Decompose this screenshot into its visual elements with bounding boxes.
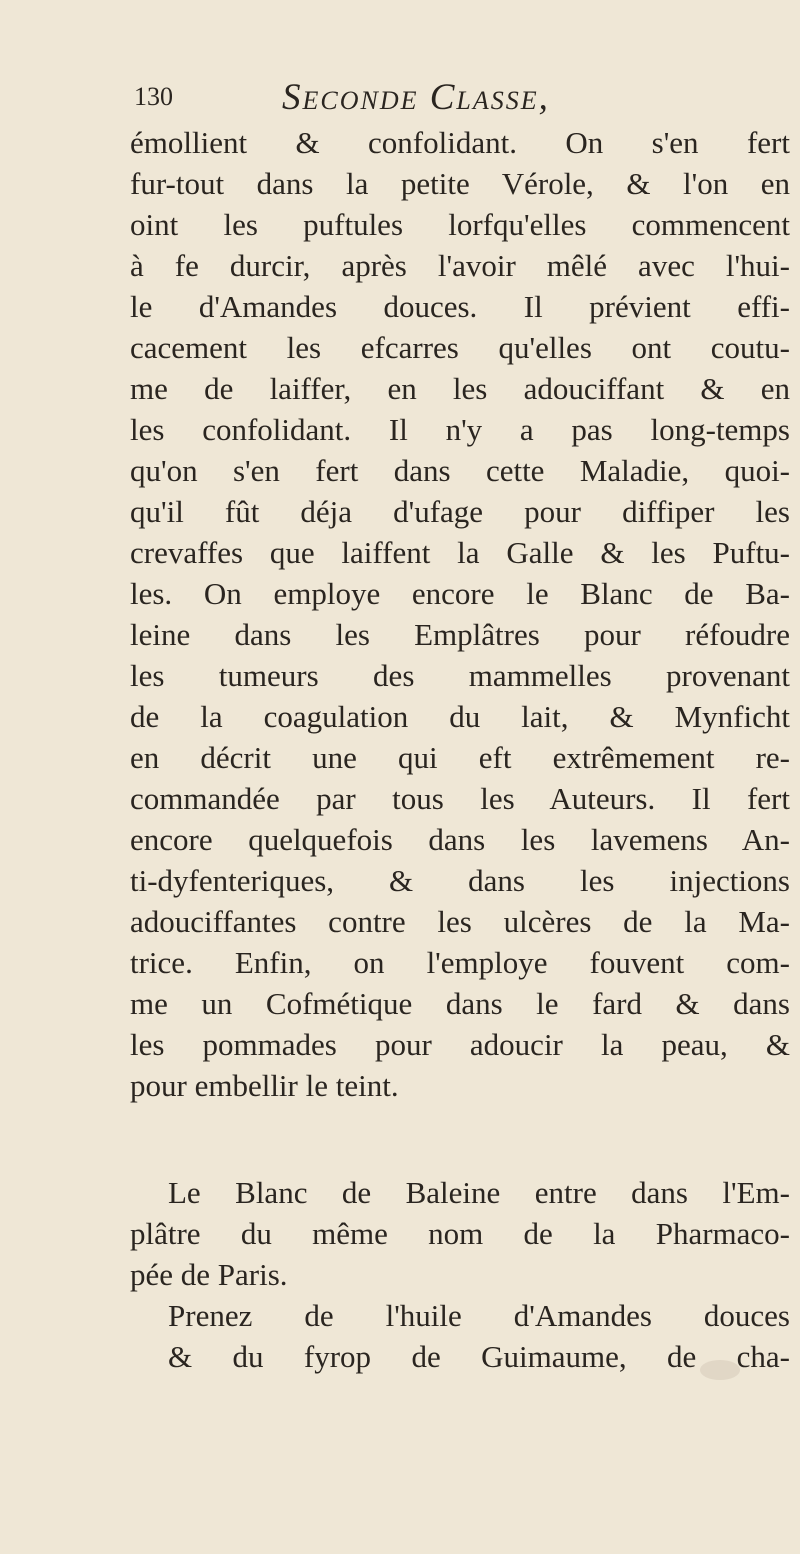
text-line: adouciffantes contre les ulcères de la Ma- [130,904,790,939]
text-line: me de laiffer, en les adouciffant & en [130,371,790,406]
text-line: cacement les efcarres qu'elles ont coutu- [130,330,790,365]
text-line: les pommades pour adoucir la peau, & [130,1027,790,1062]
text-line: les tumeurs des mammelles provenant [130,658,790,693]
text-line: qu'il fût déja d'ufage pour diffiper les [130,494,790,529]
text-line: pour embellir le teint. [130,1068,399,1103]
page-header [134,72,774,122]
text-line: de la coagulation du lait, & Mynficht [130,699,790,734]
text-line: émollient & confolidant. On s'en fert [130,125,790,160]
text-line: à fe durcir, après l'avoir mêlé avec l'hui- [130,248,790,283]
text-line: leine dans les Emplâtres pour réfoudre [130,617,790,652]
paragraph-2 [130,1172,790,1295]
text-line: & du fyrop de Guimaume, de cha- [168,1339,790,1374]
text-line: oint les puftules lorfqu'elles commencent [130,207,790,242]
paragraph-1 [130,122,790,1106]
text-line: crevaffes que laiffent la Galle & les Puftu- [130,535,790,570]
text-line: Le Blanc de Baleine entre dans l'Em- [168,1175,790,1210]
page-number: 130 [134,82,173,111]
text-line: en décrit une qui eft extrêmement re- [130,740,790,775]
text-line: ti-dyfenteriques, & dans les injections [130,863,790,898]
text-line: les confolidant. Il n'y a pas long-temps [130,412,790,447]
text-line: Prenez de l'huile d'Amandes douces [168,1298,790,1333]
text-line: les. On employe encore le Blanc de Ba- [130,576,790,611]
running-head: Seconde Classe, [282,77,550,118]
paper-stain [700,1360,740,1380]
text-line: plâtre du même nom de la Pharmaco- [130,1216,790,1251]
text-line: le d'Amandes douces. Il prévient effi- [130,289,790,324]
body-text [130,122,790,1377]
paragraph-3 [130,1295,790,1377]
text-line: qu'on s'en fert dans cette Maladie, quoi- [130,453,790,488]
text-line: fur-tout dans la petite Vérole, & l'on en [130,166,790,201]
text-line: encore quelquefois dans les lavemens An- [130,822,790,857]
text-line: trice. Enfin, on l'employe fouvent com- [130,945,790,980]
text-line: me un Cofmétique dans le fard & dans [130,986,790,1021]
text-line: pée de Paris. [130,1257,288,1292]
paragraph-gap [130,1106,790,1172]
text-line: commandée par tous les Auteurs. Il fert [130,781,790,816]
